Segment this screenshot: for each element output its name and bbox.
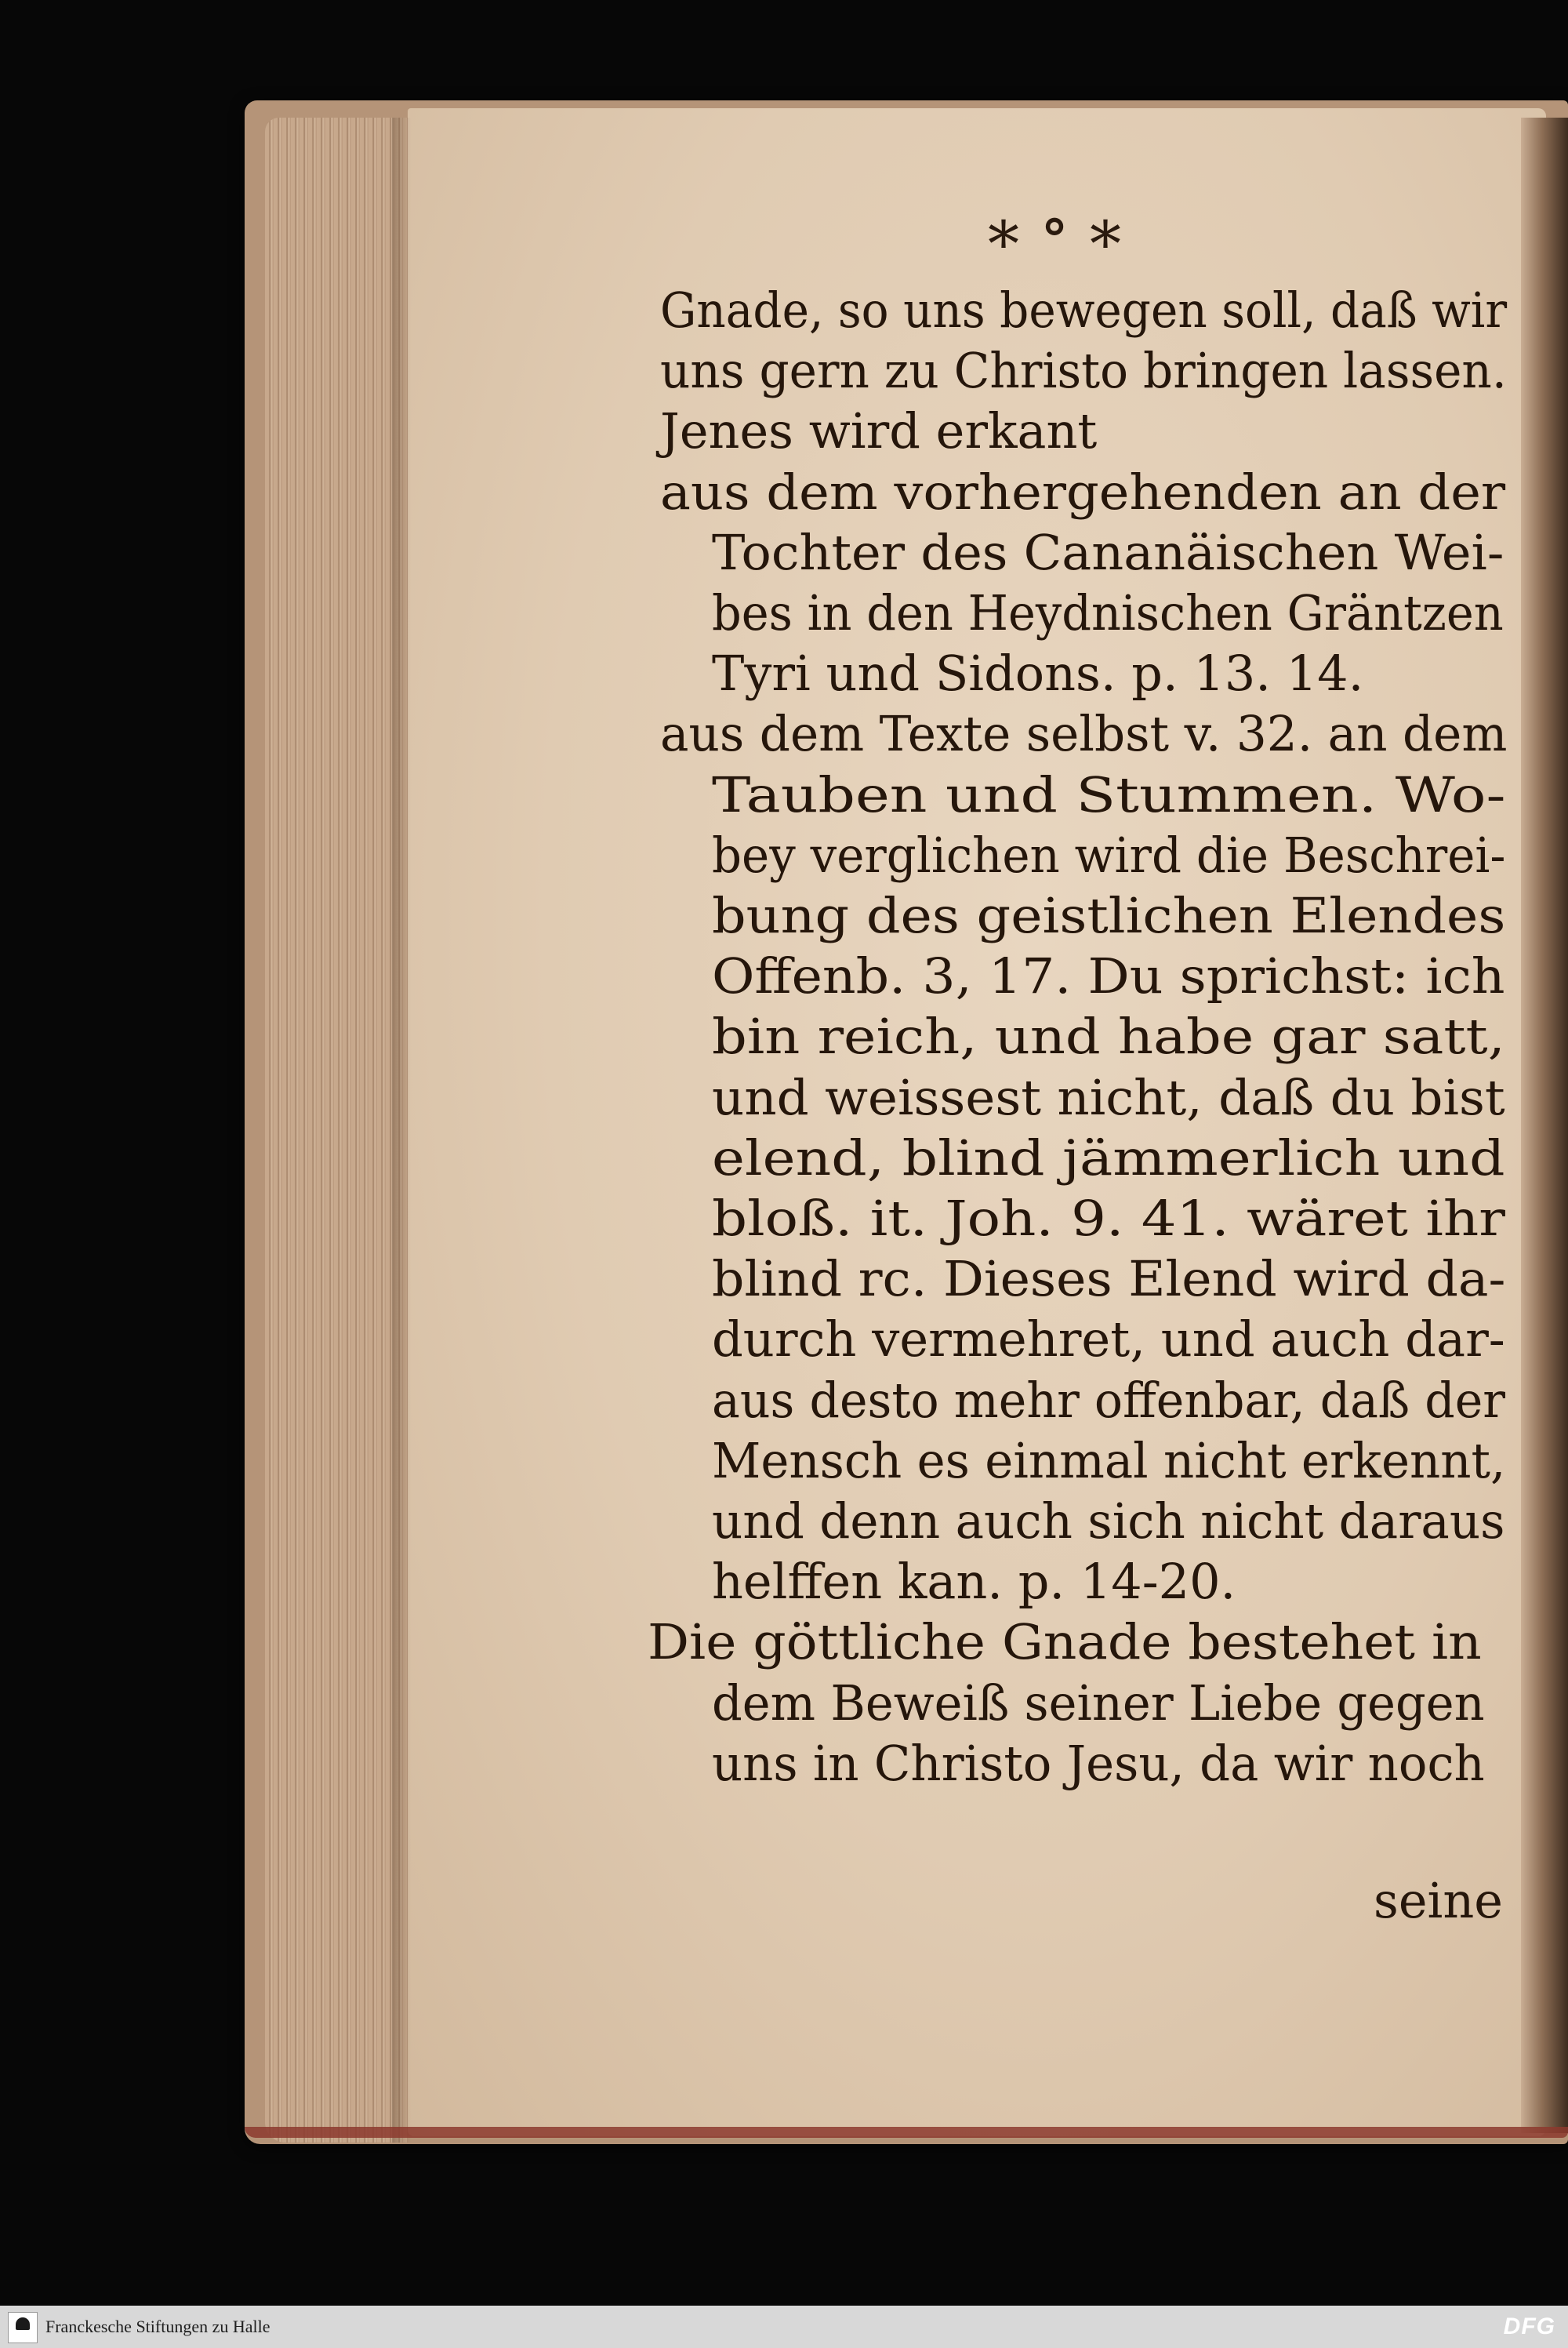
text-line: elend, blind jämmerlich und [712,1129,1505,1187]
text-line: dem Beweiß seiner Liebe gegen [712,1674,1485,1732]
text-line: Mensch es einmal nicht erkennt, [712,1432,1506,1489]
institution-name[interactable]: Franckesche Stiftungen zu Halle [45,2317,270,2336]
text-line: uns gern zu Christo bringen lassen. [660,342,1507,399]
book-gutter [1521,118,1568,2133]
dfg-logo[interactable]: DFG [1503,2313,1555,2339]
text-line: aus dem Texte selbst v. 32. an dem [660,705,1508,762]
catchword: seine [1374,1872,1503,1929]
viewer-footer [0,2306,1568,2348]
text-line: Tyri und Sidons. p. 13. 14. [712,645,1364,702]
text-line: und denn auch sich nicht daraus [712,1492,1505,1550]
page-edge-shadow [392,118,411,2143]
text-line: helffen kan. p. 14-20. [712,1553,1236,1610]
text-line: Tochter des Cananäischen Wei- [712,524,1504,581]
text-line: Tauben und Stummen. Wo- [712,766,1506,823]
text-line: und weissest nicht, daß du bist [712,1069,1505,1126]
text-line: aus desto mehr offenbar, daß der [712,1372,1506,1429]
text-line: blind rc. Dieses Elend wird da- [712,1250,1506,1307]
text-line: aus dem vorhergehenden an der [660,463,1506,521]
text-line: bin reich, und habe gar satt, [712,1008,1505,1065]
text-line: uns in Christo Jesu, da wir noch [712,1735,1485,1792]
text-line: bey verglichen wird die Beschrei- [712,827,1506,884]
text-line: durch vermehret, und auch dar- [712,1310,1505,1368]
ornament-heading: ⁎ ∘ ⁎ [987,188,1122,261]
text-line: Die göttliche Gnade bestehet in [648,1613,1482,1670]
text-line: Jenes wird erkant [660,402,1098,460]
text-line: bung des geistlichen Elendes [712,887,1506,944]
book-fore-edge [265,118,408,2143]
text-line: Offenb. 3, 17. Du sprichst: ich [712,947,1505,1005]
book-bottom-edge [245,2127,1568,2138]
text-line: Gnade, so uns bewegen soll, daß wir [660,282,1508,339]
text-line: bloß. it. Joh. 9. 41. wäret ihr [712,1190,1505,1247]
text-line: bes in den Heydnischen Gräntzen [712,584,1504,642]
institution-logo-icon[interactable] [8,2312,38,2343]
